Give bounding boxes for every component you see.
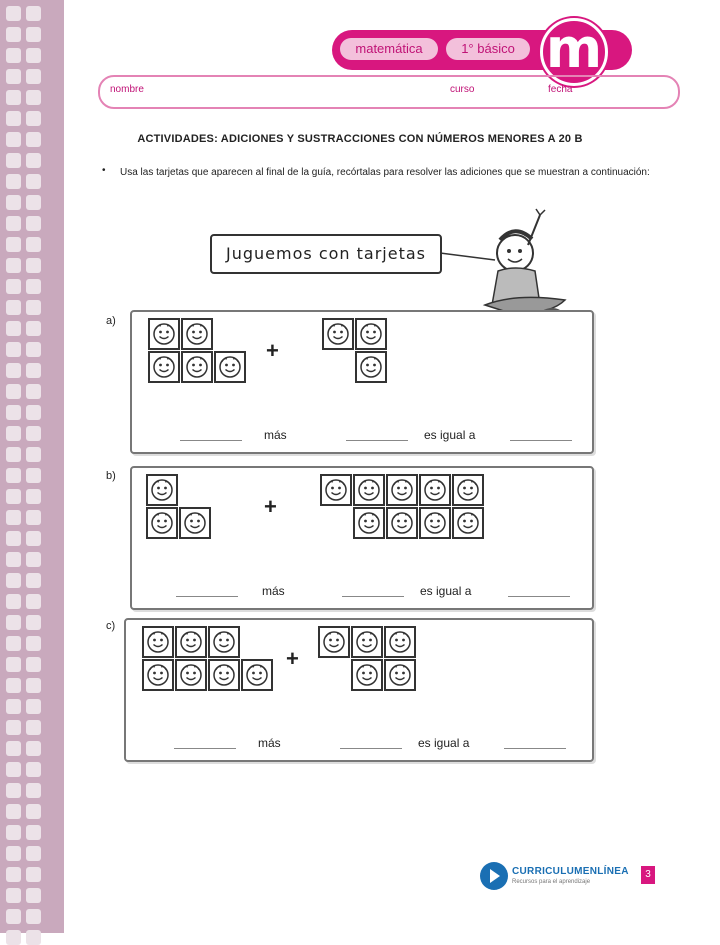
exercise-label: a) [106, 315, 116, 327]
strip-square [26, 510, 41, 525]
strip-square [6, 657, 21, 672]
smiley-card [386, 507, 418, 539]
strip-square [26, 573, 41, 588]
smiley-card [214, 351, 246, 383]
smiley-face-icon [178, 629, 204, 655]
strip-square [26, 342, 41, 357]
smiley-face-icon [354, 629, 380, 655]
smiley-face-icon [323, 477, 349, 503]
strip-square [6, 237, 21, 252]
smiley-card [175, 659, 207, 691]
smiley-card [241, 659, 273, 691]
strip-square [6, 6, 21, 21]
fecha-label: fecha [548, 84, 573, 95]
strip-square [26, 27, 41, 42]
smiley-card [175, 626, 207, 658]
es-igual-a-label: es igual a [420, 584, 472, 598]
strip-square [26, 909, 41, 924]
grade-tag: 1° básico [446, 38, 530, 60]
smiley-card [146, 474, 178, 506]
strip-square [26, 363, 41, 378]
smiley-face-icon [455, 510, 481, 536]
es-igual-a-label: es igual a [418, 736, 470, 750]
strip-square [6, 699, 21, 714]
strip-square [26, 195, 41, 210]
smiley-card [353, 507, 385, 539]
curriculum-logo-icon [480, 862, 508, 890]
strip-square [26, 825, 41, 840]
strip-square [6, 783, 21, 798]
strip-square [26, 174, 41, 189]
strip-square [26, 216, 41, 231]
mas-label: más [262, 584, 285, 598]
strip-square [26, 888, 41, 903]
strip-square [26, 447, 41, 462]
strip-square [6, 468, 21, 483]
strip-square [6, 153, 21, 168]
strip-square [6, 27, 21, 42]
strip-square [6, 405, 21, 420]
smiley-card [322, 318, 354, 350]
answer-blank[interactable] [346, 440, 408, 441]
smiley-card [355, 318, 387, 350]
smiley-face-icon [149, 477, 175, 503]
smiley-card [208, 659, 240, 691]
strip-square [6, 279, 21, 294]
answer-blank[interactable] [508, 596, 570, 597]
strip-square [6, 258, 21, 273]
smiley-face-icon [151, 321, 177, 347]
strip-square [26, 636, 41, 651]
es-igual-a-label: es igual a [424, 428, 476, 442]
smiley-face-icon [356, 510, 382, 536]
strip-square [6, 48, 21, 63]
strip-square [26, 531, 41, 546]
strip-square [26, 405, 41, 420]
smiley-face-icon [244, 662, 270, 688]
smiley-card [179, 507, 211, 539]
smiley-card [384, 659, 416, 691]
strip-square [26, 468, 41, 483]
strip-square [6, 300, 21, 315]
smiley-card [353, 474, 385, 506]
smiley-face-icon [149, 510, 175, 536]
smiley-card [181, 318, 213, 350]
smiley-face-icon [145, 662, 171, 688]
strip-square [6, 195, 21, 210]
strip-square [6, 594, 21, 609]
strip-square [6, 804, 21, 819]
smiley-face-icon [356, 477, 382, 503]
strip-square [6, 909, 21, 924]
smiley-card [419, 507, 451, 539]
plus-sign: + [264, 494, 277, 519]
smiley-card [384, 626, 416, 658]
smiley-face-icon [389, 510, 415, 536]
strip-square [6, 216, 21, 231]
plus-sign: + [266, 338, 279, 363]
student-info-bar [98, 75, 680, 109]
smiley-face-icon [387, 662, 413, 688]
strip-square [26, 489, 41, 504]
strip-square [6, 741, 21, 756]
answer-blank[interactable] [180, 440, 242, 441]
strip-square [26, 699, 41, 714]
smiley-face-icon [184, 321, 210, 347]
strip-square [6, 90, 21, 105]
strip-square [26, 657, 41, 672]
strip-square [26, 594, 41, 609]
smiley-card [142, 626, 174, 658]
strip-square [6, 573, 21, 588]
smiley-card [355, 351, 387, 383]
smiley-face-icon [151, 354, 177, 380]
smiley-face-icon [358, 321, 384, 347]
logo-text: CURRICULUMENLÍNEA [512, 866, 629, 877]
plus-sign: + [286, 646, 299, 671]
strip-square [26, 867, 41, 882]
strip-square [6, 342, 21, 357]
instruction-bullet: • [102, 165, 106, 176]
exercise-label: b) [106, 470, 116, 482]
strip-square [6, 930, 21, 945]
strip-square [6, 384, 21, 399]
strip-square [6, 426, 21, 441]
smiley-face-icon [211, 629, 237, 655]
strip-square [6, 636, 21, 651]
smiley-card [351, 659, 383, 691]
strip-square [26, 741, 41, 756]
strip-square [26, 930, 41, 945]
strip-square [26, 846, 41, 861]
strip-square [26, 48, 41, 63]
smiley-face-icon [182, 510, 208, 536]
strip-square [26, 783, 41, 798]
smiley-card [142, 659, 174, 691]
smiley-card [148, 318, 180, 350]
smiley-card [320, 474, 352, 506]
strip-square [6, 321, 21, 336]
strip-square [26, 720, 41, 735]
smiley-face-icon [325, 321, 351, 347]
strip-square [6, 825, 21, 840]
strip-square [26, 237, 41, 252]
strip-square [26, 153, 41, 168]
strip-square [26, 762, 41, 777]
strip-square [26, 615, 41, 630]
mas-label: más [264, 428, 287, 442]
subject-logo: m [540, 18, 608, 86]
answer-blank[interactable] [342, 596, 404, 597]
strip-square [6, 363, 21, 378]
page-number: 3 [641, 866, 655, 884]
strip-square [6, 531, 21, 546]
answer-blank[interactable] [504, 748, 566, 749]
strip-square [6, 69, 21, 84]
subject-tag: matemática [340, 38, 438, 60]
strip-square [6, 867, 21, 882]
smiley-face-icon [217, 354, 243, 380]
strip-square [6, 111, 21, 126]
smiley-card [351, 626, 383, 658]
speech-bubble: Juguemos con tarjetas [210, 234, 442, 274]
answer-blank[interactable] [174, 748, 236, 749]
answer-blank[interactable] [176, 596, 238, 597]
smiley-card [146, 507, 178, 539]
strip-square [6, 552, 21, 567]
strip-square [26, 6, 41, 21]
strip-square [6, 615, 21, 630]
smiley-card [386, 474, 418, 506]
strip-square [26, 321, 41, 336]
nombre-label: nombre [110, 84, 144, 95]
smiley-card [452, 474, 484, 506]
smiley-face-icon [178, 662, 204, 688]
strip-square [26, 678, 41, 693]
smiley-face-icon [358, 354, 384, 380]
instruction-text: Usa las tarjetas que aparecen al final de la guía, recórtalas para resolver las adiciones que se muestran a continuación: [120, 167, 650, 178]
exercise-label: c) [106, 620, 116, 632]
strip-square [26, 279, 41, 294]
smiley-face-icon [422, 510, 448, 536]
smiley-face-icon [321, 629, 347, 655]
strip-square [26, 111, 41, 126]
strip-square [6, 846, 21, 861]
smiley-card [318, 626, 350, 658]
strip-square [26, 300, 41, 315]
strip-square [26, 258, 41, 273]
smiley-face-icon [145, 629, 171, 655]
strip-square [6, 720, 21, 735]
strip-square [26, 384, 41, 399]
smiley-card [452, 507, 484, 539]
strip-square [6, 489, 21, 504]
smiley-face-icon [184, 354, 210, 380]
smiley-card [148, 351, 180, 383]
answer-blank[interactable] [340, 748, 402, 749]
strip-square [26, 804, 41, 819]
strip-square [26, 90, 41, 105]
logo-subtitle: Recursos para el aprendizaje [512, 879, 591, 885]
smiley-card [419, 474, 451, 506]
strip-square [26, 552, 41, 567]
smiley-face-icon [354, 662, 380, 688]
smiley-face-icon [387, 629, 413, 655]
strip-square [6, 888, 21, 903]
curso-label: curso [450, 84, 475, 95]
worksheet-title: ACTIVIDADES: ADICIONES Y SUSTRACCIONES CON NÚMEROS MENORES A 20 B [137, 133, 583, 145]
strip-square [6, 447, 21, 462]
answer-blank[interactable] [510, 440, 572, 441]
smiley-face-icon [455, 477, 481, 503]
strip-square [26, 69, 41, 84]
strip-square [6, 678, 21, 693]
smiley-face-icon [422, 477, 448, 503]
strip-square [6, 762, 21, 777]
smiley-card [181, 351, 213, 383]
smiley-face-icon [211, 662, 237, 688]
strip-square [6, 174, 21, 189]
smiley-face-icon [389, 477, 415, 503]
mas-label: más [258, 736, 281, 750]
strip-square [6, 510, 21, 525]
smiley-card [208, 626, 240, 658]
strip-square [26, 426, 41, 441]
